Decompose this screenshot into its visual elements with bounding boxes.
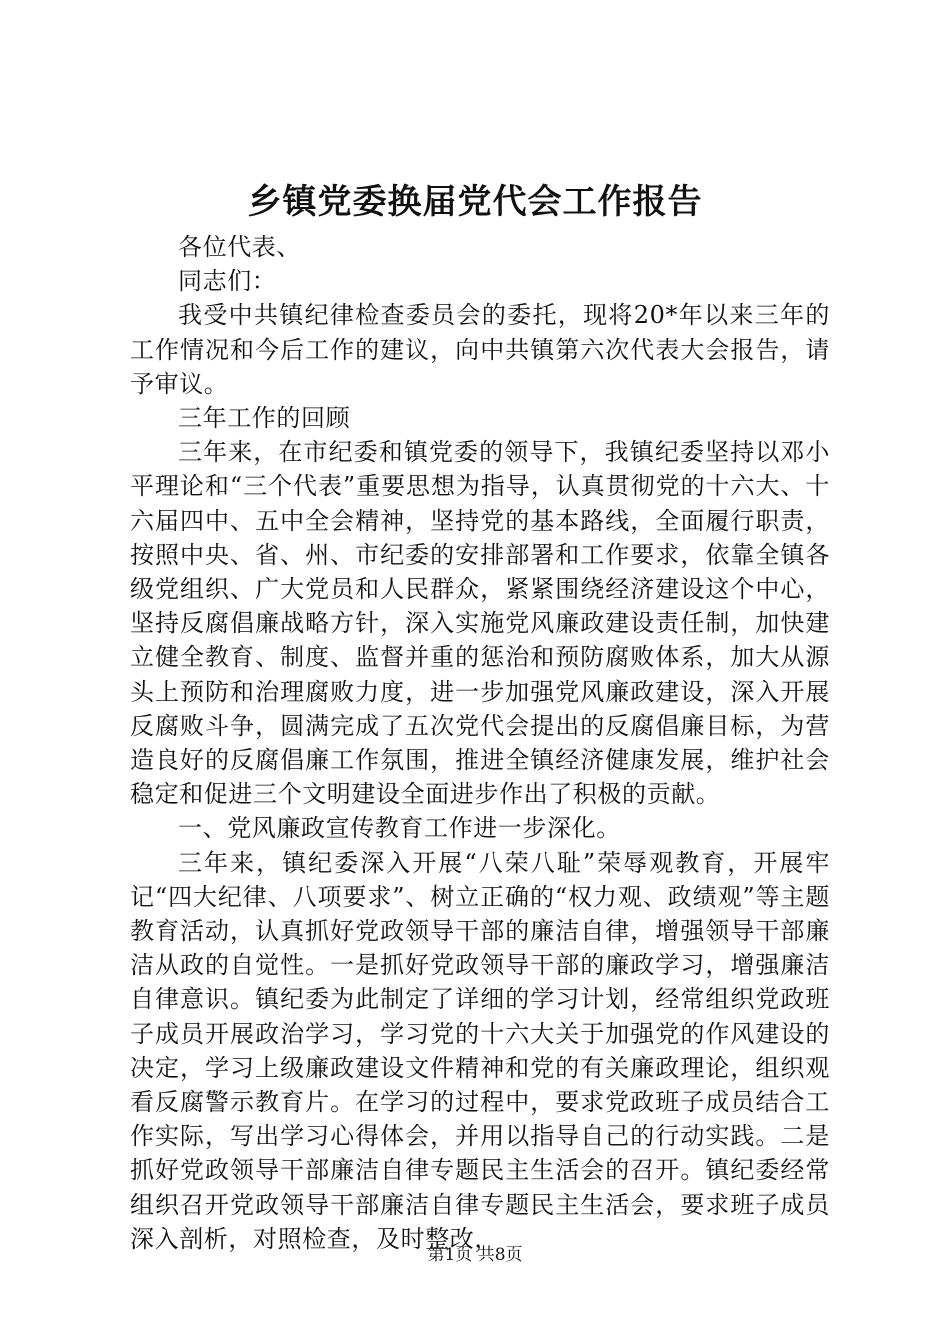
page-number-footer: 第1页 共8页 xyxy=(427,1245,523,1265)
document-title: 乡镇党委换届党代会工作报告 xyxy=(247,182,703,222)
education-paragraph: 三年来，镇纪委深入开展“八荣八耻”荣辱观教育，开展牢记“四大纪律、八项要求”、树立正确的“权力观、政绩观”等主题教育活动，认真抓好党政领导干部的廉洁自律，增强领导干部廉洁从政的自觉性。一是抓好党政领导干部的廉政学习，增强廉洁自律意识。镇纪委为此制定了详细的学习计划，经常组织党政班子成员开展政治学习，学习党的十六大关于加强党的作风建设的决定，学习上级廉政建设文件精神和党的有关廉政理论，组织观看反腐警示教育片。在学习的过程中，要求党政班子成员结合工作实际，写出学习心得体会，并用以指导自己的行动实践。二是抓好党政领导干部廉洁自律专题民主生活会的召开。镇纪委经常组织召开党政领导干部廉洁自律专题民主生活会，要求班子成员深入剖析，对照检查，及时整改， xyxy=(130,848,830,1253)
section-heading-review: 三年工作的回顾 xyxy=(178,404,351,433)
intro-paragraph: 我受中共镇纪律检查委员会的委托，现将20*年以来三年的工作情况和今后工作的建议，向中共镇第六次代表大会报告，请予审议。 xyxy=(130,301,830,398)
review-paragraph: 三年来，在市纪委和镇党委的领导下，我镇纪委坚持以邓小平理论和“三个代表”重要思想为指导，认真贯彻党的十六大、十六届四中、五中全会精神，坚持党的基本路线，全面履行职责，按照中央、省、州、市纪委的安排部署和工作要求，依靠全镇各级党组织、广大党员和人民群众，紧紧围绕经济建设这个中心，坚持反腐倡廉战略方针，深入实施党风廉政建设责任制，加快建立健全教育、制度、监督并重的惩治和预防腐败体系，加大从源头上预防和治理腐败力度，进一步加强党风廉政建设，深入开展反腐败斗争，圆满完成了五次党代会提出的反腐倡廉目标，为营造良好的反腐倡廉工作氛围，推进全镇经济健康发展，维护社会稳定和促进三个文明建设全面进步作出了积极的贡献。 xyxy=(130,438,830,809)
section-heading-education: 一、党风廉政宣传教育工作进一步深化。 xyxy=(178,814,621,843)
salutation-line-1: 各位代表、 xyxy=(178,233,301,261)
salutation-line-2: 同志们： xyxy=(178,267,277,296)
document-body xyxy=(130,230,830,1256)
